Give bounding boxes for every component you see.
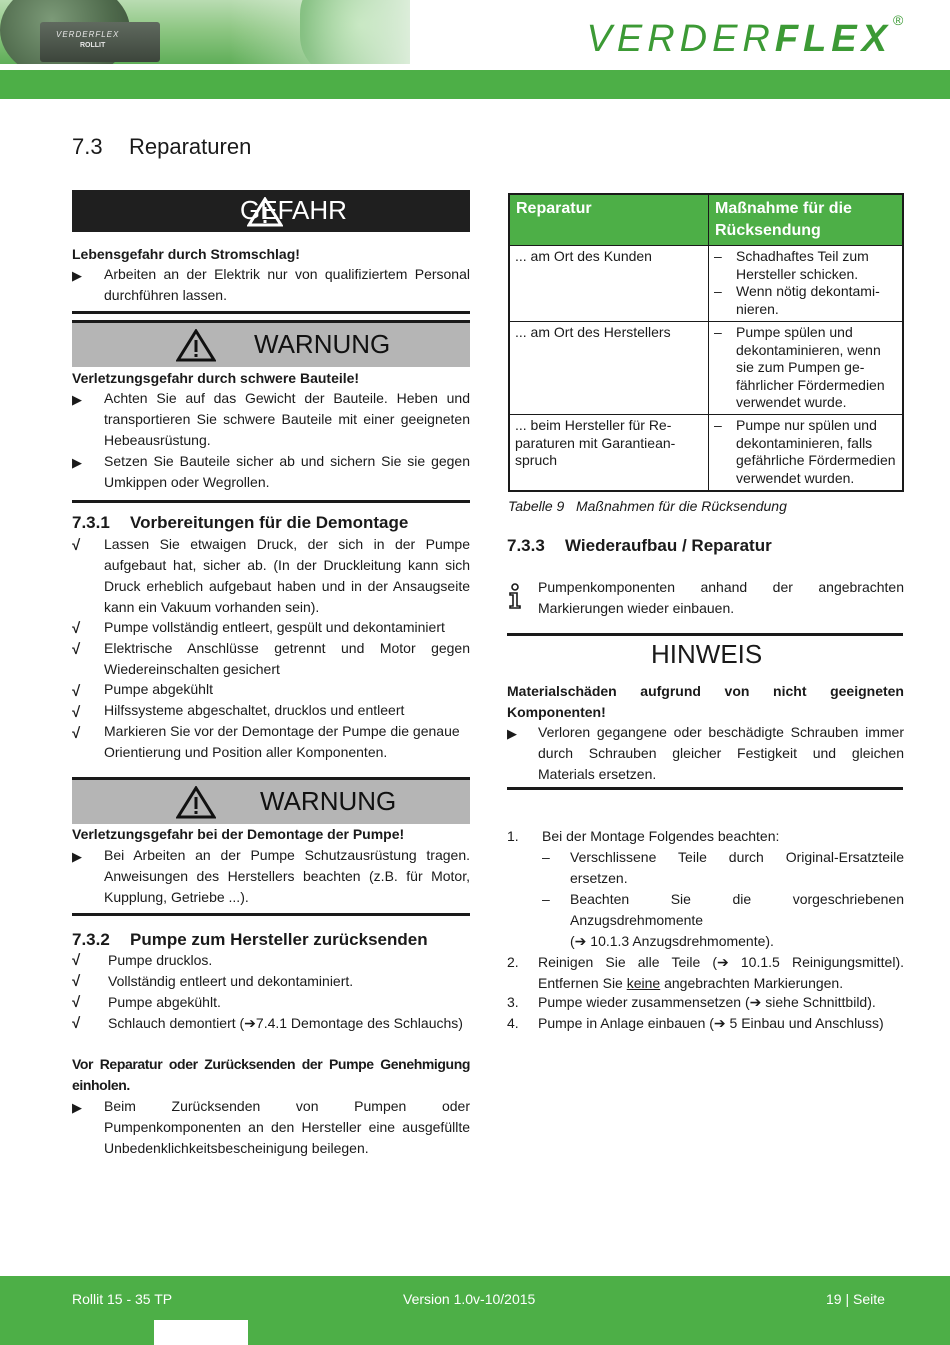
section-title: 7.3 Reparaturen — [72, 134, 252, 159]
bullet-icon: ▶ — [72, 268, 82, 283]
step-number: 3. — [507, 994, 519, 1010]
divider — [72, 311, 470, 314]
step-number: 2. — [507, 954, 519, 970]
photo-plate-brand: VERDERFLEX — [56, 30, 120, 39]
table-header: Maßnahme für die Rücksendung — [709, 194, 904, 246]
check-icon: √ — [72, 952, 81, 969]
return-check-1: Pumpe drucklos. — [108, 952, 213, 968]
table-cell: – Schadhaftes Teil zum Hersteller schicken. – Wenn nötig dekontaminieren. — [709, 246, 904, 322]
table-cell: ... am Ort des Herstellers — [509, 322, 709, 415]
check-icon: √ — [72, 704, 81, 721]
bullet-icon: ▶ — [507, 726, 517, 741]
warning-label-1: WARNUNG — [254, 329, 391, 359]
step-1b-ref: (➔ 10.1.3 Anzugsdrehmomente). — [570, 933, 774, 949]
prep-check-1: Lassen Sie etwaigen Druck, der sich in der Pumpe aufgebaut hat, sicher ab. (In der Druckleitung kann sich Druck erheblich aufgebaut haben und in der Ansaugseite kann ein Vakuum vorhanden sein). — [104, 536, 470, 615]
danger-heading: Lebensgefahr durch Stromschlag! — [72, 246, 300, 262]
divider — [72, 913, 470, 916]
check-icon: √ — [72, 725, 81, 742]
check-icon: √ — [72, 641, 81, 658]
notice-label: HINWEIS — [651, 639, 763, 669]
return-check-3: Pumpe abgekühlt. — [108, 994, 221, 1010]
bullet-icon: ▶ — [72, 455, 82, 470]
warning-banner-1 — [72, 320, 470, 367]
step-1a: Verschlissene Teile durch Original-Ersatzteile ersetzen. — [570, 849, 904, 886]
divider — [507, 787, 903, 790]
footer-product: Rollit 15 - 35 TP — [72, 1291, 173, 1307]
return-check-4: Schlauch demontiert (➔7.4.1 Demontage des Schlauchs) — [108, 1015, 463, 1031]
return-note-item: Beim Zurücksenden von Pumpen oder Pumpenkomponenten an den Hersteller eine ausgefüllte Unbedenklichkeitsbescheinigung beilegen. — [104, 1098, 470, 1156]
notice-banner — [507, 633, 903, 676]
notice-item: Verloren gegangene oder beschädigte Schrauben immer durch Schrauben gleicher Festigkeit und gleichen Materials ersetzen. — [538, 724, 904, 782]
footer-version: Version 1.0v-10/2015 — [403, 1291, 536, 1307]
bullet-icon: ▶ — [72, 392, 82, 407]
header-green-bar — [0, 70, 950, 99]
check-icon: √ — [72, 537, 81, 554]
info-icon — [507, 583, 523, 609]
table-cell: – Pumpe spülen und dekontaminieren, wenn sie zum Pumpen gefährlicher Fördermedien verwendet wurde. — [709, 322, 904, 415]
table-cell: – Pumpe nur spülen und dekontaminieren, falls gefährliche Fördermedien verwendet wurden. — [709, 415, 904, 491]
dash: – — [542, 891, 550, 907]
prep-check-2: Pumpe vollständig entleert, gespült und dekontaminiert — [104, 619, 445, 635]
table-caption: Tabelle 9 Maßnahmen für die Rücksendung — [508, 498, 787, 514]
warning1-item-2: Setzen Sie Bauteile sicher ab und sichern Sie sie gegen Umkippen oder Wegrollen. — [104, 453, 470, 490]
notice-heading: Materialschäden aufgrund von nicht geeigneten Komponenten! — [507, 683, 904, 720]
footer-page: 19 | Seite — [826, 1291, 885, 1307]
warning-label-2: WARNUNG — [260, 786, 397, 816]
warning1-heading: Verletzungsgefahr durch schwere Bauteile! — [72, 370, 360, 386]
prep-check-6: Markieren Sie vor der Demontage der Pumpe die genaue Orientierung und Position aller Komponenten. — [104, 723, 460, 760]
registered-mark: ® — [893, 12, 904, 28]
table-row — [509, 246, 903, 322]
table-row — [509, 415, 903, 491]
danger-banner — [72, 190, 470, 232]
warning1-item-1: Achten Sie auf das Gewicht der Bauteile. Heben und transportieren Sie schwere Bauteile mit einer geeigneten Hebeausrüstung. — [104, 390, 470, 448]
footer — [0, 1276, 950, 1345]
subsection-title-7-3-3: 7.3.3 Wiederaufbau / Reparatur — [507, 536, 772, 555]
check-icon: √ — [72, 620, 81, 637]
check-icon: √ — [72, 683, 81, 700]
step-4: Pumpe in Anlage einbauen (➔ 5 Einbau und Anschluss) — [538, 1015, 884, 1031]
danger-item: Arbeiten an der Elektrik nur von qualifiziertem Personal durchführen lassen. — [104, 266, 470, 303]
check-icon: √ — [72, 994, 81, 1011]
brand-logo: VERDERFLEX — [586, 18, 892, 60]
return-note-heading: Vor Reparatur oder Zurücksenden der Pumpe Genehmigung einholen. — [72, 1056, 470, 1093]
table-cell: ... beim Hersteller für Reparaturen mit Garantieanspruch — [509, 415, 709, 491]
step-number: 4. — [507, 1015, 519, 1031]
check-icon: √ — [72, 973, 81, 990]
table-cell: ... am Ort des Kunden — [509, 246, 709, 322]
table-row — [509, 322, 903, 415]
bullet-icon: ▶ — [72, 1100, 82, 1115]
divider — [72, 500, 470, 503]
rebuild-info: Pumpenkomponenten anhand der angebrachten Markierungen wieder einbauen. — [538, 579, 904, 616]
return-check-2: Vollständig entleert und dekontaminiert. — [108, 973, 354, 989]
check-icon: √ — [72, 1015, 81, 1032]
photo-plate-model: ROLLIT — [80, 42, 106, 49]
footer-tab — [154, 1320, 248, 1345]
bullet-icon: ▶ — [72, 849, 82, 864]
warning-banner-2 — [72, 777, 470, 824]
step-2b: Entfernen Sie keine angebrachten Markierungen. — [538, 975, 844, 991]
step-number: 1. — [507, 828, 519, 844]
table-header: Reparatur — [509, 194, 709, 246]
subsection-title-7-3-2: 7.3.2 Pumpe zum Hersteller zurücksenden — [72, 930, 428, 949]
prep-check-4: Pumpe abgekühlt — [104, 681, 213, 697]
subsection-title-7-3-1: 7.3.1 Vorbereitungen für die Demontage — [72, 513, 409, 532]
step-2a: Reinigen Sie alle Teile (➔ 10.1.5 Reinigungsmittel). — [538, 954, 904, 970]
step-1: Bei der Montage Folgendes beachten: — [542, 828, 780, 844]
danger-label: GEFAHR — [240, 195, 347, 225]
prep-check-5: Hilfssysteme abgeschaltet, drucklos und entleert — [104, 702, 405, 718]
dash: – — [542, 849, 550, 865]
warning-triangle-icon — [176, 329, 216, 362]
header-photo — [0, 0, 410, 64]
return-measures-table — [508, 193, 904, 492]
warning-triangle-icon — [176, 786, 216, 819]
prep-check-3: Elektrische Anschlüsse getrennt und Motor gegen Wiedereinschalten gesichert — [104, 640, 470, 677]
step-3: Pumpe wieder zusammensetzen (➔ siehe Schnittbild). — [538, 994, 876, 1010]
step-1b: Beachten Sie die vorgeschriebenen Anzugsdrehmomente — [570, 891, 904, 928]
warning2-heading: Verletzungsgefahr bei der Demontage der Pumpe! — [72, 826, 405, 842]
warning2-item: Bei Arbeiten an der Pumpe Schutzausrüstung tragen. Anweisungen des Herstellers beachten (z.B. für Motor, Kupplung, Getriebe ...). — [104, 847, 470, 905]
